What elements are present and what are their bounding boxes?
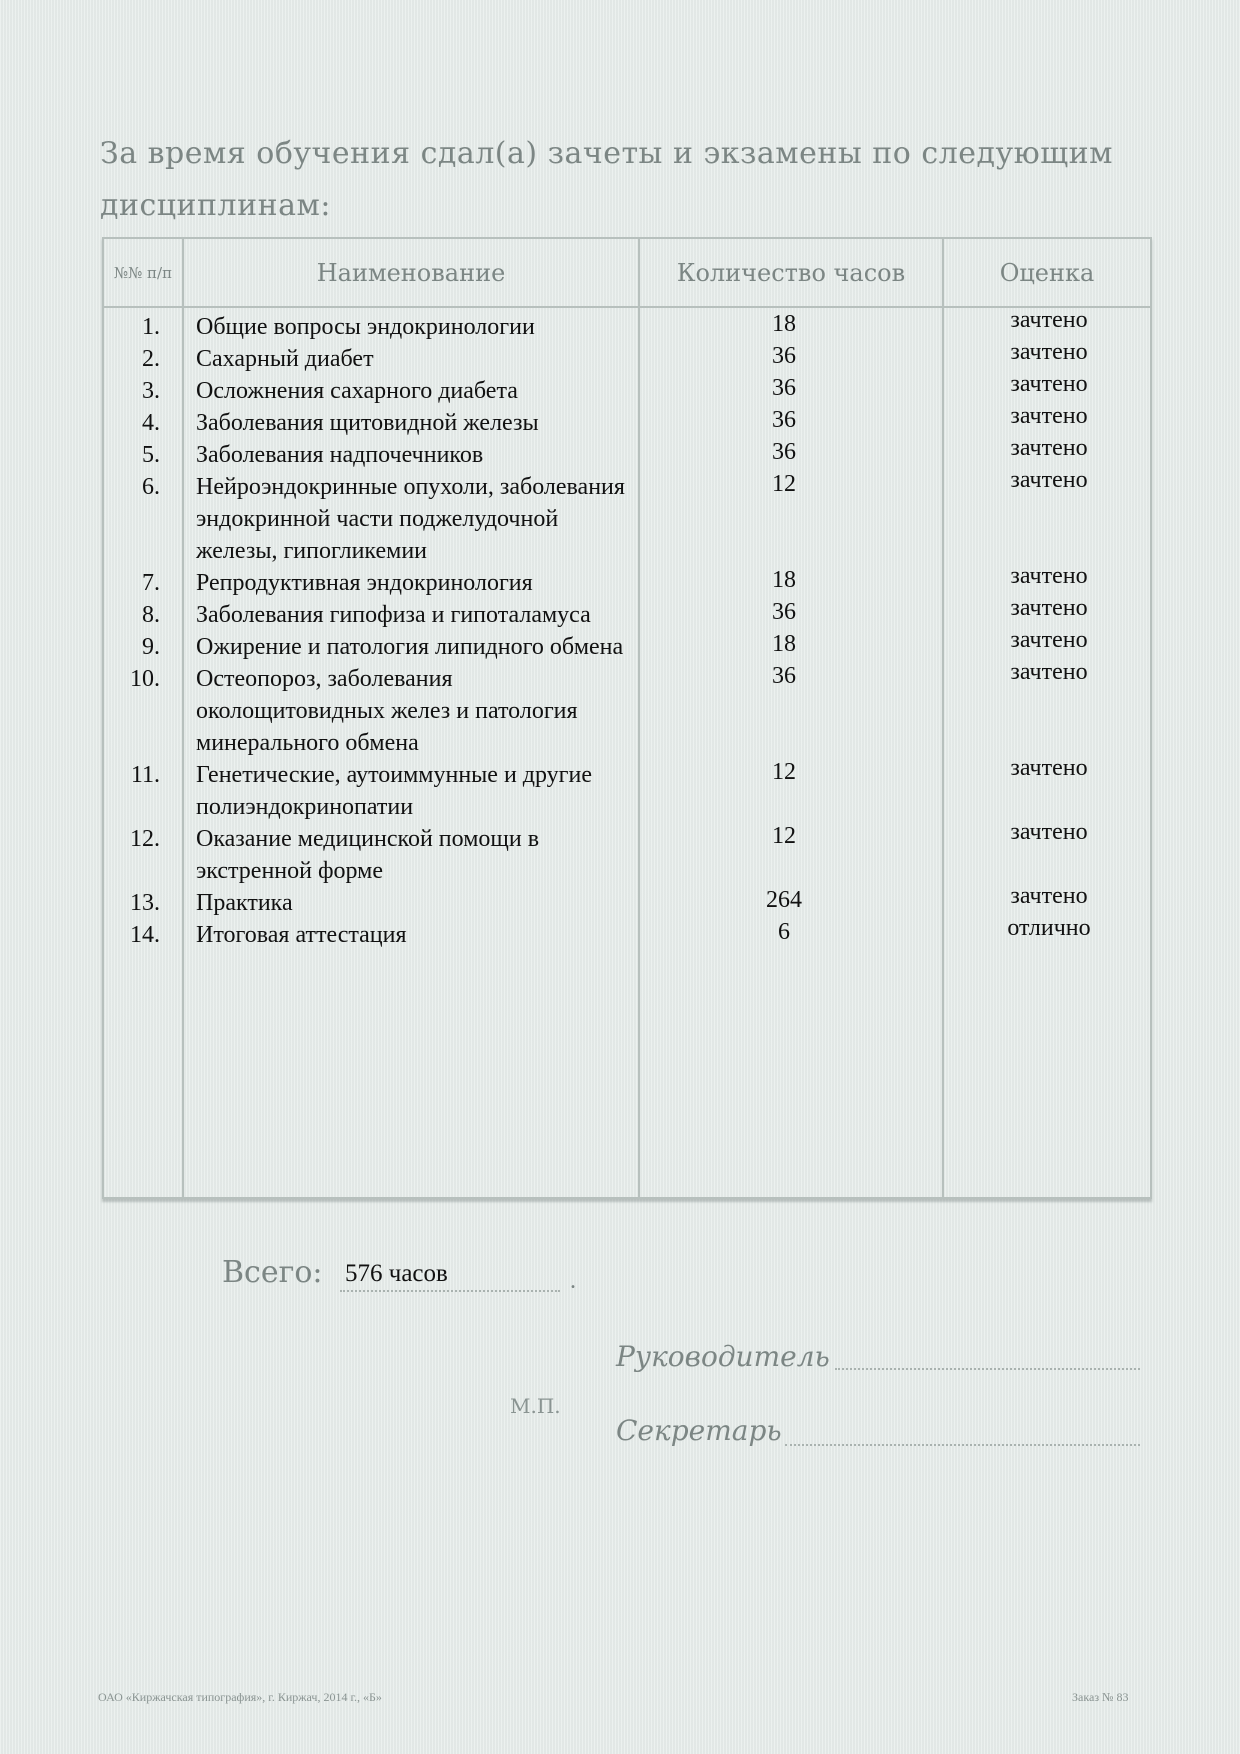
- table-row: [104, 755, 1150, 823]
- grade-value: зачтено: [1010, 371, 1088, 397]
- head-signature-label: Руководитель: [616, 1340, 830, 1373]
- total-label: Всего:: [222, 1255, 323, 1290]
- stamp-place-label: М.П.: [510, 1394, 561, 1418]
- row-number: 14.: [130, 922, 160, 948]
- discipline-name: Заболевания надпочечников: [196, 442, 484, 468]
- table-row: [104, 915, 1150, 951]
- head-signature-line: [835, 1368, 1140, 1370]
- table-row: [104, 659, 1150, 759]
- grade-value: зачтено: [1010, 627, 1088, 653]
- row-number: 8.: [142, 602, 160, 628]
- table-row: [104, 819, 1150, 887]
- row-number: 9.: [142, 634, 160, 660]
- grade-value: зачтено: [1010, 467, 1088, 493]
- hours-value: 36: [772, 599, 796, 625]
- row-number: 2.: [142, 346, 160, 372]
- hours-value: 18: [772, 311, 796, 337]
- secretary-signature-line: [785, 1444, 1140, 1446]
- row-number: 12.: [130, 826, 160, 852]
- discipline-name: Осложнения сахарного диабета: [196, 378, 518, 404]
- hours-value: 18: [772, 567, 796, 593]
- row-number: 11.: [130, 762, 160, 788]
- hours-value: 6: [778, 919, 790, 945]
- header-num: №№ п/п: [113, 263, 173, 282]
- hours-value: 12: [772, 759, 796, 785]
- secretary-signature-label: Секретарь: [616, 1414, 782, 1447]
- discipline-name: Остеопороз, заболевания околощитовидных желез и патология минерального обмена: [196, 666, 578, 756]
- total-underline: [340, 1290, 560, 1292]
- header-name: Наименование: [316, 258, 506, 287]
- grade-value: зачтено: [1010, 755, 1088, 781]
- row-number: 6.: [142, 474, 160, 500]
- grade-value: зачтено: [1010, 307, 1088, 333]
- discipline-name: Нейроэндокринные опухоли, заболевания эндокринной части поджелудочной железы, гипогликемии: [196, 474, 625, 564]
- grade-value: зачтено: [1010, 563, 1088, 589]
- discipline-name: Репродуктивная эндокринология: [196, 570, 533, 596]
- grade-value: зачтено: [1010, 595, 1088, 621]
- page-heading: За время обучения сдал(а) зачеты и экзамены по следующим дисциплинам:: [100, 136, 1113, 223]
- grade-value: зачтено: [1010, 403, 1088, 429]
- row-number: 13.: [130, 890, 160, 916]
- hours-value: 36: [772, 407, 796, 433]
- table-row: [104, 467, 1150, 567]
- header-grade: Оценка: [999, 258, 1095, 287]
- discipline-name: Практика: [196, 890, 293, 916]
- hours-value: 18: [772, 631, 796, 657]
- row-number: 5.: [142, 442, 160, 468]
- discipline-name: Генетические, аутоиммунные и другие полиэндокринопатии: [196, 762, 593, 820]
- table-body: [104, 307, 1150, 951]
- grade-value: зачтено: [1010, 659, 1088, 685]
- grade-value: зачтено: [1010, 435, 1088, 461]
- disciplines-table: [102, 237, 1152, 1199]
- row-number: 10.: [130, 666, 160, 692]
- discipline-name: Оказание медицинской помощи в экстренной форме: [196, 826, 540, 884]
- order-number: Заказ № 83: [1072, 1690, 1129, 1704]
- hours-value: 36: [772, 375, 796, 401]
- discipline-name: Общие вопросы эндокринологии: [196, 314, 535, 340]
- discipline-name: Ожирение и патология липидного обмена: [196, 634, 624, 660]
- printer-imprint: ОАО «Киржачская типография», г. Киржач, 2014 г., «Б»: [98, 1690, 382, 1704]
- grade-value: зачтено: [1010, 819, 1088, 845]
- total-value: 576 часов: [345, 1260, 448, 1287]
- header-hours: Количество часов: [676, 258, 906, 287]
- row-number: 1.: [142, 314, 160, 340]
- hours-value: 264: [766, 887, 802, 913]
- row-number: 4.: [142, 410, 160, 436]
- grade-value: отлично: [1007, 915, 1091, 941]
- hours-value: 36: [772, 439, 796, 465]
- grade-value: зачтено: [1010, 883, 1088, 909]
- discipline-name: Сахарный диабет: [196, 346, 374, 372]
- grade-value: зачтено: [1010, 339, 1088, 365]
- hours-value: 12: [772, 471, 796, 497]
- hours-value: 36: [772, 663, 796, 689]
- discipline-name: Итоговая аттестация: [196, 922, 407, 948]
- total-dot: .: [570, 1268, 576, 1294]
- hours-value: 36: [772, 343, 796, 369]
- hours-value: 12: [772, 823, 796, 849]
- row-number: 7.: [142, 570, 160, 596]
- discipline-name: Заболевания гипофиза и гипоталамуса: [196, 602, 591, 628]
- row-number: 3.: [142, 378, 160, 404]
- discipline-name: Заболевания щитовидной железы: [196, 410, 539, 436]
